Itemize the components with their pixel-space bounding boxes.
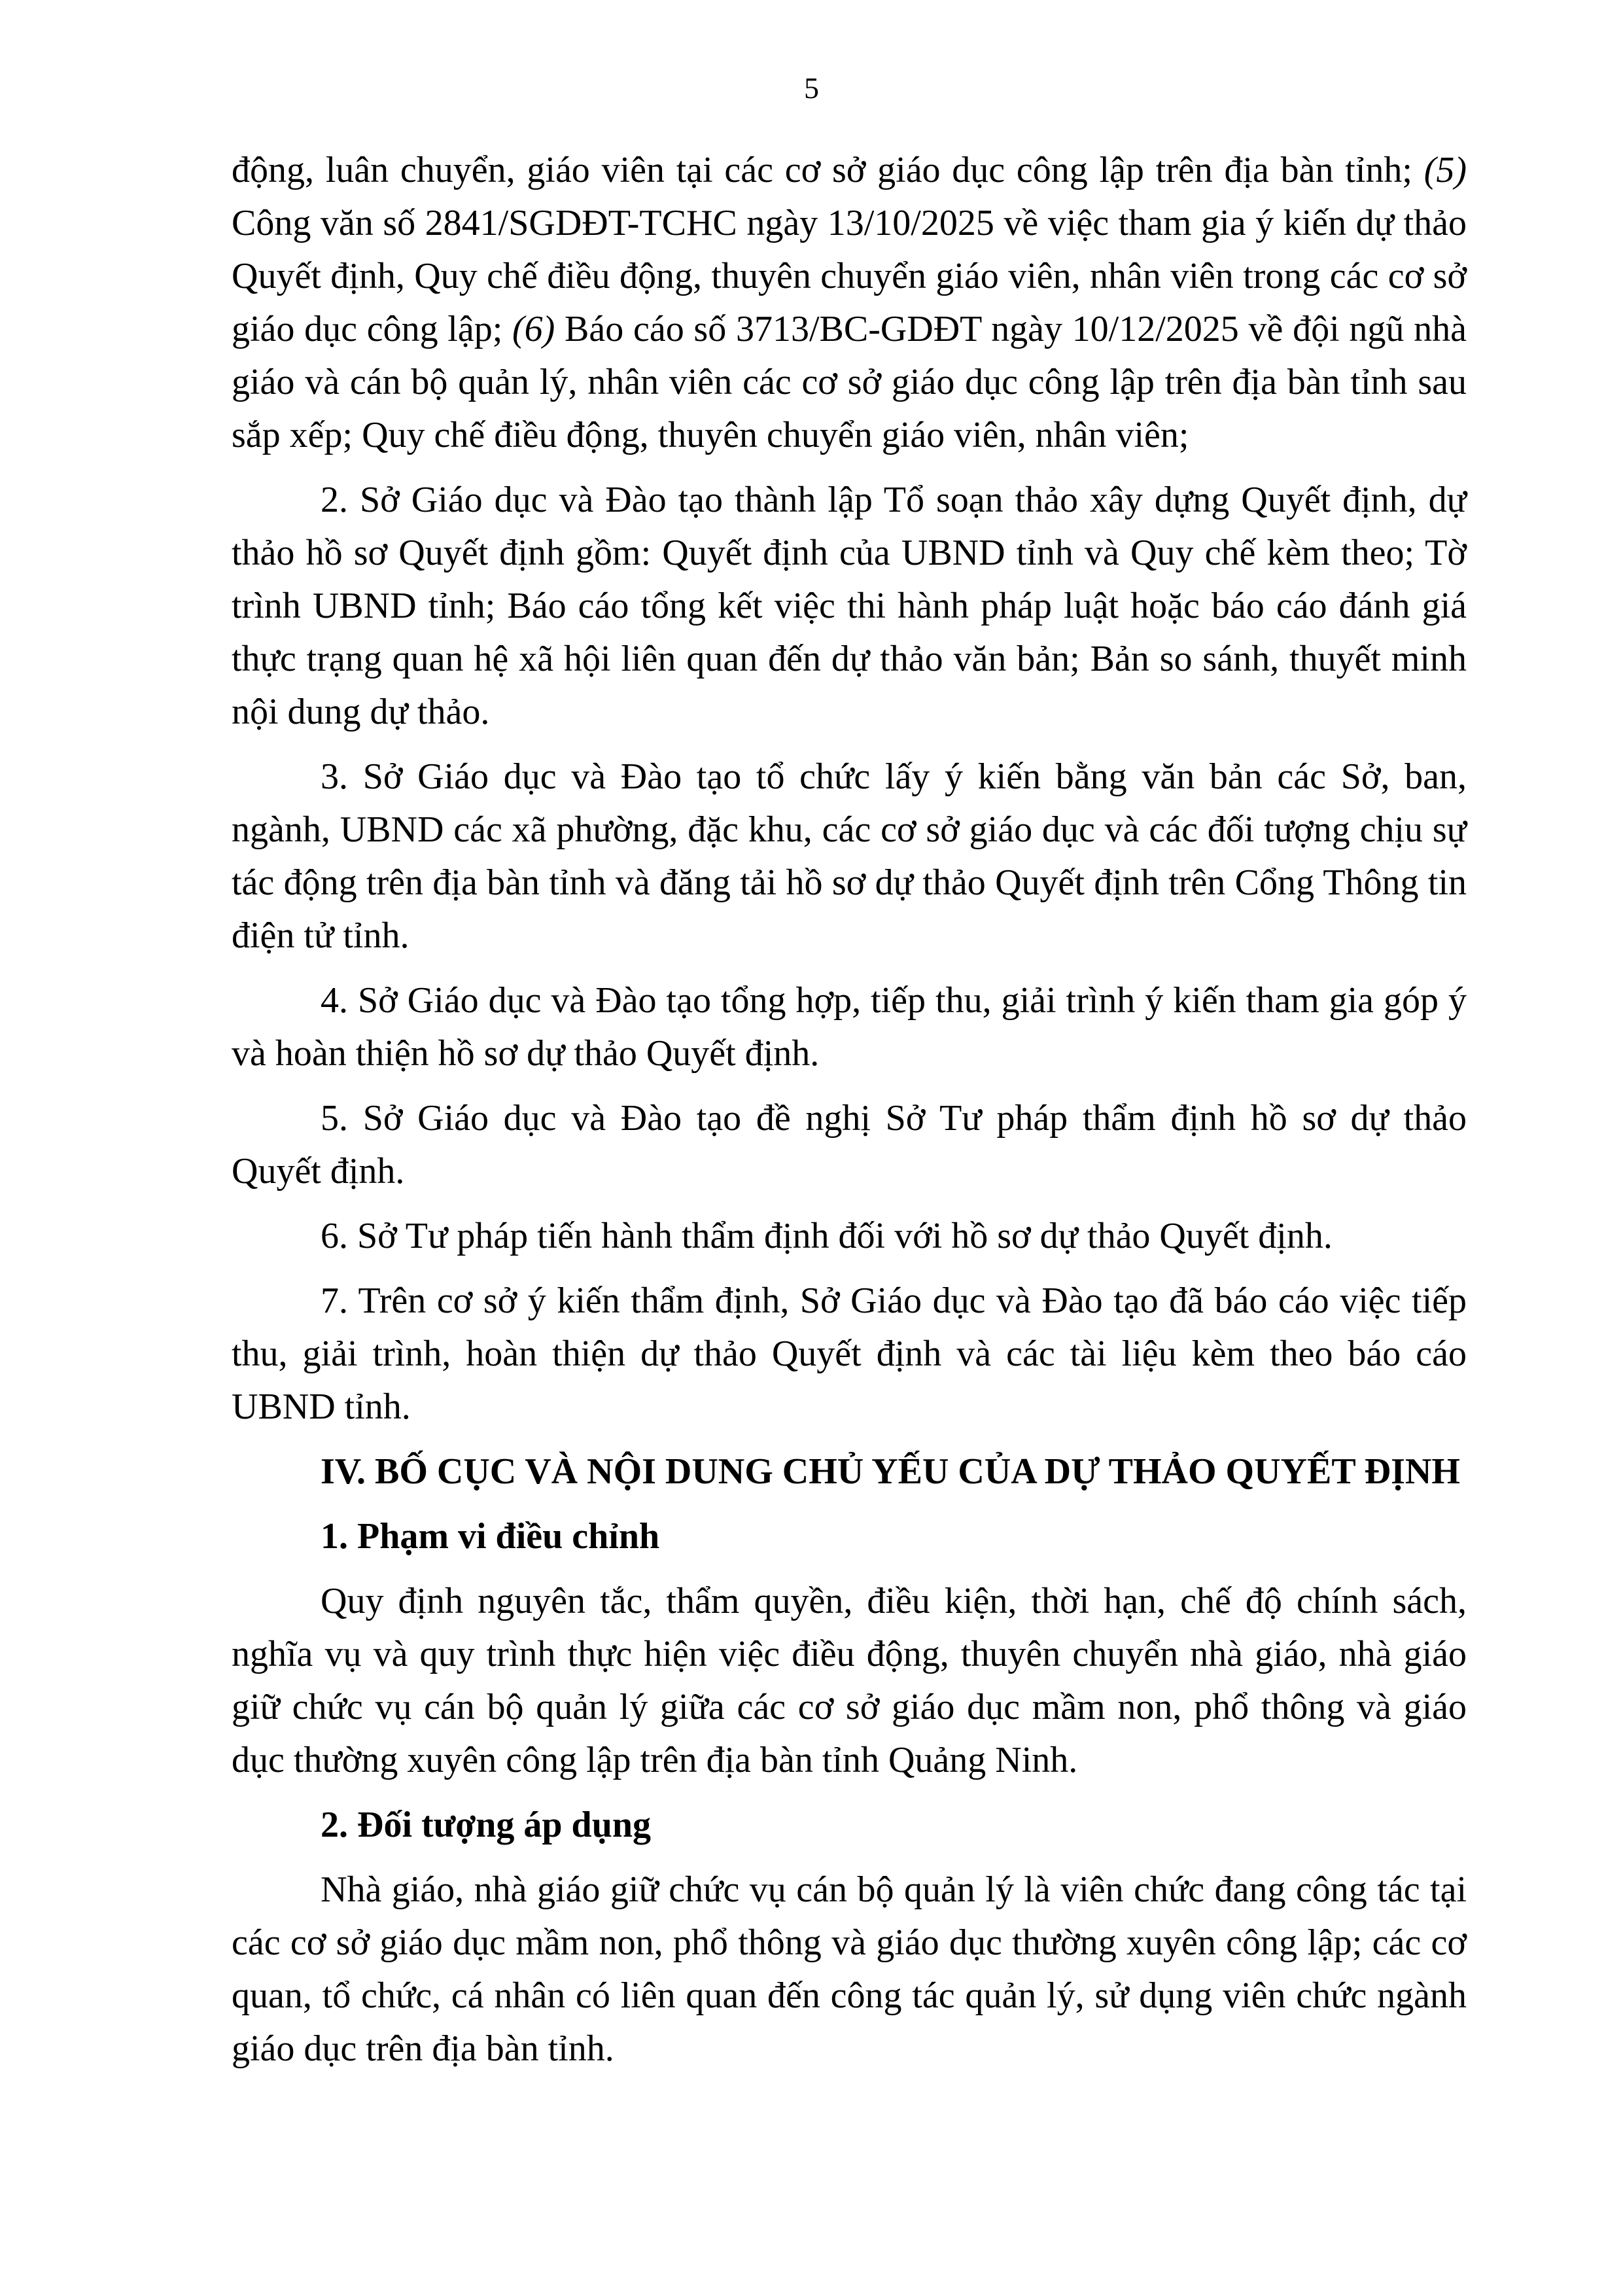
section-heading-iv: IV. BỐ CỤC VÀ NỘI DUNG CHỦ YẾU CỦA DỰ THẢO QUYẾT ĐỊNH: [321, 1451, 1460, 1492]
paragraph-item-6: 6. Sở Tư pháp tiến hành thẩm định đối với hồ sơ dự thảo Quyết định.: [321, 1216, 1333, 1256]
item-number: (5): [1423, 150, 1467, 190]
paragraph-scope: Quy định nguyên tắc, thẩm quyền, điều kiện, thời hạn, chế độ chính sách, nghĩa vụ và quy trình thực hiện việc điều động, thuyên chuyển nhà giáo, nhà giáo giữ chức vụ cán bộ quản lý giữa các cơ sở giáo dục mầm non, phổ thông và giáo dục thường xuyên công lập trên địa bàn tỉnh Quảng Ninh.: [232, 1581, 1467, 1780]
document-body: [232, 144, 1467, 2087]
subheading-subjects: 2. Đối tượng áp dụng: [321, 1805, 651, 1845]
paragraph-subjects: Nhà giáo, nhà giáo giữ chức vụ cán bộ quản lý là viên chức đang công tác tại các cơ sở giáo dục mầm non, phổ thông và giáo dục thường xuyên công lập; các cơ quan, tổ chức, cá nhân có liên quan đến công tác quản lý, sử dụng viên chức ngành giáo dục trên địa bàn tỉnh.: [232, 1869, 1467, 2069]
paragraph-item-7: 7. Trên cơ sở ý kiến thẩm định, Sở Giáo dục và Đào tạo đã báo cáo việc tiếp thu, giải trình, hoàn thiện dự thảo Quyết định và các tài liệu kèm theo báo cáo UBND tỉnh.: [232, 1280, 1467, 1427]
paragraph-item-3: 3. Sở Giáo dục và Đào tạo tổ chức lấy ý kiến bằng văn bản các Sở, ban, ngành, UBND các xã phường, đặc khu, các cơ sở giáo dục và các đối tượng chịu sự tác động trên địa bàn tỉnh và đăng tải hồ sơ dự thảo Quyết định trên Cổng Thông tin điện tử tỉnh.: [232, 756, 1467, 956]
subheading-scope: 1. Phạm vi điều chỉnh: [321, 1516, 660, 1557]
paragraph-text: động, luân chuyển, giáo viên tại các cơ sở giáo dục công lập trên địa bàn tỉnh;: [232, 150, 1424, 190]
paragraph-text: Báo cáo số 3713/BC-GDĐT ngày 10/12/2025 về đội ngũ nhà giáo và cán bộ quản lý, nhân viên các cơ sở giáo dục công lập trên địa bàn tỉnh sau sắp xếp; Quy chế điều động, thuyên chuyển giáo viên, nhân viên;: [232, 309, 1467, 455]
paragraph-item-5: 5. Sở Giáo dục và Đào tạo đề nghị Sở Tư pháp thẩm định hồ sơ dự thảo Quyết định.: [232, 1098, 1467, 1192]
paragraph-continuation: [232, 144, 1467, 462]
item-number: (6): [512, 309, 555, 349]
paragraph-item-4: 4. Sở Giáo dục và Đào tạo tổng hợp, tiếp thu, giải trình ý kiến tham gia góp ý và hoàn thiện hồ sơ dự thảo Quyết định.: [232, 980, 1467, 1074]
paragraph-item-2: 2. Sở Giáo dục và Đào tạo thành lập Tổ soạn thảo xây dựng Quyết định, dự thảo hồ sơ Quyết định gồm: Quyết định của UBND tỉnh và Quy chế kèm theo; Tờ trình UBND tỉnh; Báo cáo tổng kết việc thi hành pháp luật hoặc báo cáo đánh giá thực trạng quan hệ xã hội liên quan đến dự thảo văn bản; Bản so sánh, thuyết minh nội dung dự thảo.: [232, 480, 1467, 732]
paragraph-text: Công văn số 2841/SGDĐT-TCHC ngày 13/10/2025 về việc tham gia ý kiến dự thảo Quyết định, Quy chế điều động, thuyên chuyển giáo viên, nhân viên trong các cơ sở giáo dục công lập;: [232, 203, 1467, 349]
page-number: 5: [804, 71, 819, 105]
